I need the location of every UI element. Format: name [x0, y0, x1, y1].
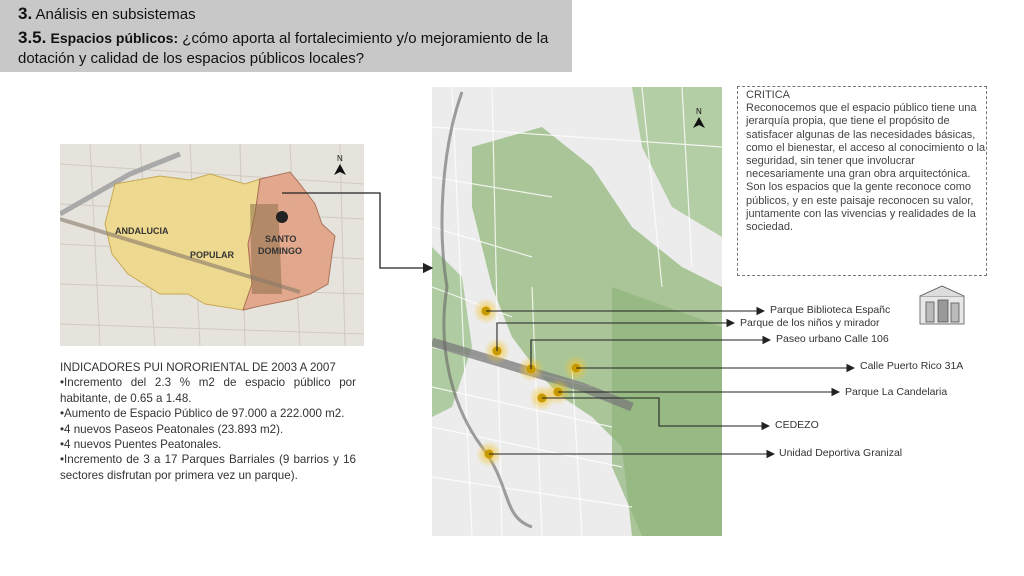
place-label: Calle Puerto Rico 31A: [860, 360, 964, 372]
subsection-number: 3.5.: [18, 28, 47, 47]
section-title: Análisis en subsistemas: [35, 6, 196, 23]
critica-title: CRITICA: [746, 89, 790, 101]
district-label-andalucia: ANDALUCIA: [115, 226, 169, 236]
indicator-item: •4 nuevos Puentes Peatonales.: [60, 438, 222, 452]
connector-arrow: [282, 193, 432, 268]
subsection-question: ¿cómo aporta al fortalecimiento y/o mejoramiento de la dotación y calidad de los espacios públicos locales?: [18, 30, 549, 67]
north-label: N: [337, 154, 343, 163]
indicator-item: •Aumento de Espacio Público de 97.000 a 222.000 m2.: [60, 407, 345, 421]
district-label-domingo: DOMINGO: [258, 246, 302, 256]
section-number: 3.: [18, 4, 33, 23]
place-label: Parque de los niños y mirador: [740, 317, 880, 329]
right-north-label: N: [696, 107, 702, 116]
place-label: Parque Biblioteca Españc: [770, 304, 891, 316]
place-label: Unidad Deportiva Granizal: [779, 447, 903, 459]
subsection-title: Espacios públicos:: [50, 30, 179, 46]
place-label: Paseo urbano Calle 106: [776, 333, 889, 345]
critica-paragraph-1: Reconocemos que el espacio público tiene una jerarquía propia, que tiene el propósito de satisfacer algunas de las necesidades básicas, como el bienestar, el acceso al conocimiento o la seguridad, sin tener que involucrar necesariamente una gran obra arquitectónica.: [746, 102, 986, 181]
district-label-santo: SANTO: [265, 234, 297, 244]
critica-paragraph-2: Son los espacios que la gente reconoce como públicos, y en este paisaje reconocen su valor, juntamente con las vivencias y realidades de la sociedad.: [746, 181, 976, 234]
indicator-item: •Incremento de 3 a 17 Parques Barriales (9 barrios y 16 sectores disfrutan por primera vez un parque).: [60, 453, 356, 482]
library-building-icon: [920, 286, 964, 324]
district-label-popular: POPULAR: [190, 250, 235, 260]
indicators-title: INDICADORES PUI NORORIENTAL DE 2003 A 2007: [60, 361, 336, 374]
indicator-item: •Incremento del 2.3 % m2 de espacio público por habitante, de 0.65 a 1.48.: [60, 376, 356, 405]
indicator-item: •4 nuevos Paseos Peatonales (23.893 m2).: [60, 422, 284, 436]
place-label: Parque La Candelaria: [845, 386, 948, 398]
place-label: CEDEZO: [775, 419, 819, 431]
